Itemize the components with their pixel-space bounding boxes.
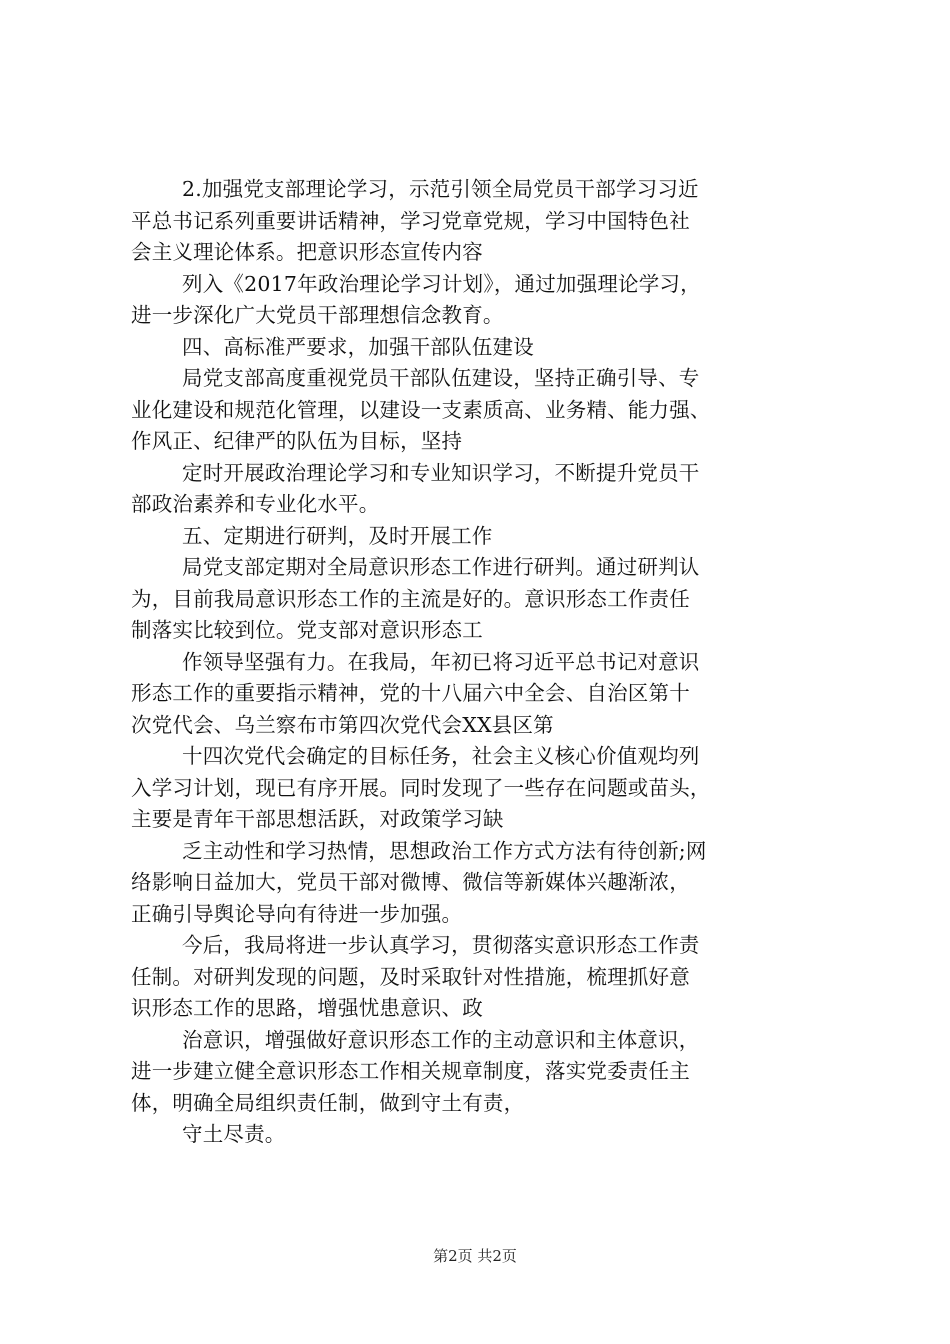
text-line: 列入《2017年政治理论学习计划》，通过加强理论学习， (182, 271, 701, 296)
text-line: 2.加强党支部理论学习，示范引领全局党员干部学习习近 (182, 177, 699, 201)
text-line: 形态工作的重要指示精神，党的十八届六中全会、自治区第十 (131, 681, 690, 705)
text-line: 正确引导舆论导向有待进一步加强。 (131, 901, 463, 926)
text-line: 体，明确全局组织责任制，做到守土有责， (131, 1090, 525, 1115)
text-line: 为，目前我局意识形态工作的主流是好的。意识形态工作责任 (131, 586, 690, 611)
text-line: 局党支部高度重视党员干部队伍建设，坚持正确引导、专 (182, 366, 700, 390)
text-line: 作领导坚强有力。在我局，年初已将习近平总书记对意识 (182, 649, 700, 674)
text-line: 四、高标准严要求，加强干部队伍建设 (182, 334, 534, 359)
text-line: 进一步建立健全意识形态工作相关规章制度，落实党委责任主 (131, 1059, 690, 1083)
text-line: 任制。对研判发现的问题，及时采取针对性措施，梳理抓好意 (131, 964, 690, 989)
text-line: 治意识，增强做好意识形态工作的主动意识和主体意识， (182, 1027, 700, 1052)
text-line: 定时开展政治理论学习和专业知识学习，不断提升党员干 (182, 460, 700, 485)
text-line: 入学习计划，现已有序开展。同时发现了一些存在问题或苗头， (131, 775, 711, 800)
text-line: 部政治素养和专业化水平。 (131, 492, 380, 516)
page-footer: 第2页 共2页 (433, 1247, 517, 1265)
text-line: 次党代会、乌兰察布市第四次党代会XX县区第 (131, 712, 554, 737)
text-line: 作风正、纪律严的队伍为目标，坚持 (131, 429, 463, 453)
text-line: 平总书记系列重要讲话精神，学习党章党规，学习中国特色社 (131, 208, 690, 233)
text-line: 乏主动性和学习热情，思想政治工作方式方法有待创新;网 (182, 838, 707, 863)
text-line: 守土尽责。 (182, 1122, 286, 1146)
text-line: 识形态工作的思路，增强忧患意识、政 (131, 996, 483, 1020)
text-line: 局党支部定期对全局意识形态工作进行研判。通过研判认 (182, 555, 700, 579)
text-line: 十四次党代会确定的目标任务，社会主义核心价值观均列 (182, 744, 700, 768)
text-line: 进一步深化广大党员干部理想信念教育。 (131, 303, 504, 327)
text-line: 业化建设和规范化管理，以建设一支素质高、业务精、能力强、 (131, 397, 711, 422)
text-line: 主要是青年干部思想活跃，对政策学习缺 (131, 807, 504, 831)
text-line: 络影响日益加大，党员干部对微博、微信等新媒体兴趣渐浓， (131, 870, 690, 894)
text-line: 制落实比较到位。党支部对意识形态工 (131, 618, 483, 642)
text-line: 会主义理论体系。把意识形态宣传内容 (131, 240, 483, 264)
text-line: 今后，我局将进一步认真学习，贯彻落实意识形态工作责 (182, 933, 700, 957)
document-body (131, 174, 831, 1151)
text-line: 五、定期进行研判，及时开展工作 (182, 523, 493, 548)
